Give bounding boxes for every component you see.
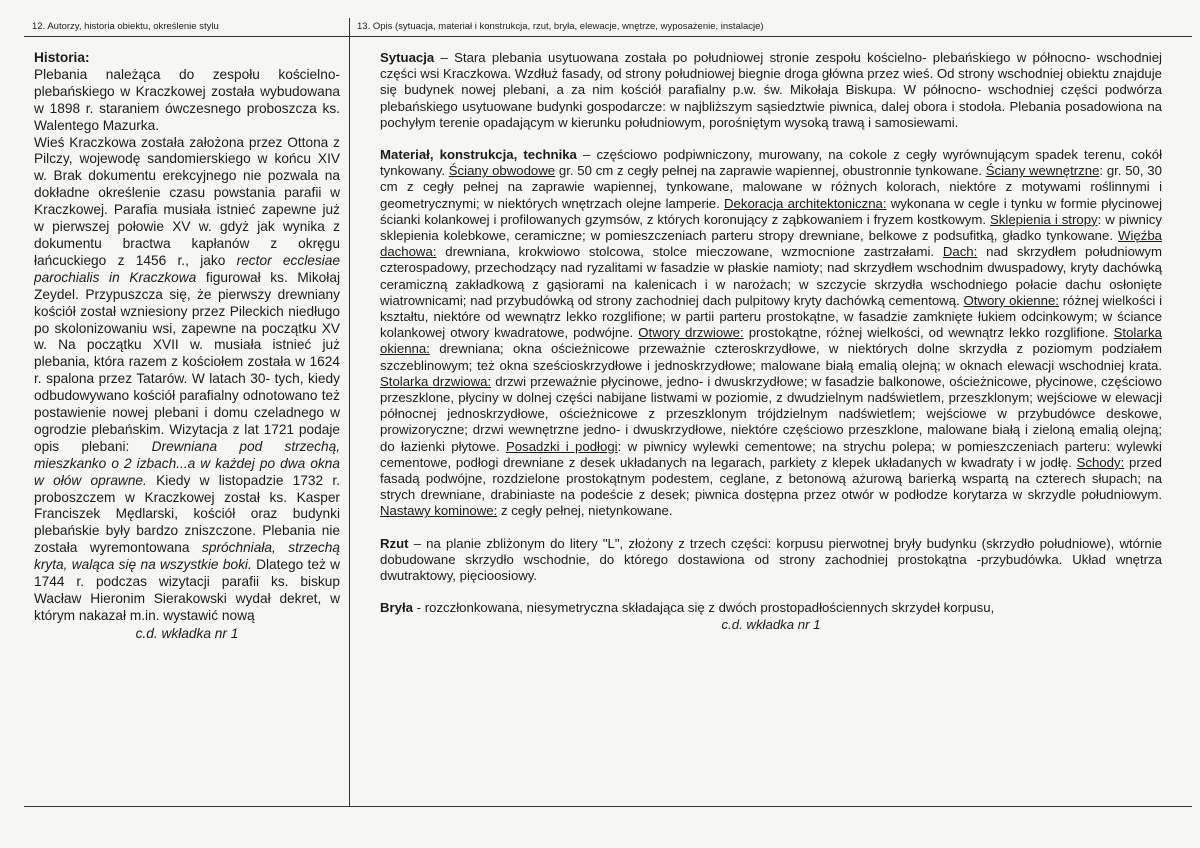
history-quote: rector ecclesiae parochialis in Kraczkowa xyxy=(34,252,340,285)
section-text: nad skrzydłem południowym czterospadowy, przechodzący nad ryzalitami w fasadzie w płaskie namioty; nad skrzydłem wschodnim dwuspadowy, kryty dachówką ceramiczną zakładkową z gąsiorami na kalenicach i w narożach; w szczycie skrzydła wschodniego połacie dachu osłonięte wiatrownicami; nad przybudówką od strony zachodniej dach pulpitowy kryty dachówką cementową. xyxy=(380,244,1162,308)
section-text: wykonana w cegle i tynku w formie płycinowej ścianki kolankowej i profilowanych gzymsów, z których koronujący z ząbkowaniem i fryzem kostkowym. xyxy=(380,195,1162,227)
subheading: Sklepienia i stropy xyxy=(990,211,1098,227)
section-sytuacja xyxy=(380,50,1162,131)
history-title: Historia: xyxy=(34,50,90,65)
section-text: drewniana, krokwiowo stolcowa, stolce mieczowane, wzmocnione zastrzałami. xyxy=(445,244,935,260)
subheading: Otwory drzwiowe: xyxy=(638,325,744,341)
subheading: Posadzki i podłogi xyxy=(505,438,618,454)
left-column-header: 12. Autorzy, historia obiektu, określenie stylu xyxy=(32,21,219,32)
bottom-rule xyxy=(24,806,1192,807)
section-text: - rozczłonkowana, niesymetryczna składająca się z dwóch prostopadłościennych skrzydeł korpusu, xyxy=(416,600,995,616)
continued-note-right: c.d. wkładka nr 1 xyxy=(721,616,821,632)
section-bryla xyxy=(380,600,1162,616)
history-text: Wieś Kraczkowa została założona przez Ottona z Pilczy, wojewodę sandomierskiego w końcu XIV w. Brak dokumentu erekcyjnego nie pozwala na dokładne określenie czasu powstania parafii w Kraczkowej. Parafia musiała istnieć zapewne już w pierwszej połowie XV w. gdyż jak wynika z dokumentu bractwa kapłanów z okręgu łańcuckiego z 1456 r., jako xyxy=(34,134,340,268)
subheading: Ściany wewnętrzne xyxy=(985,163,1100,179)
section-text: – częściowo podpiwniczony, murowany, na cokole z cegły wyrównującym spadek terenu, cokół tynkowany. xyxy=(380,147,1162,179)
top-rule xyxy=(24,36,1192,37)
history-quote: Drewniana pod strzechą, mieszkanko o 2 izbach...a w każdej po dwa okna w ołów oprawne. xyxy=(34,438,340,488)
subheading: Ściany obwodowe xyxy=(448,163,556,179)
section-text: : gr. 50, 30 cm z cegły pełnej na zaprawie wapiennej, tynkowane, malowane w różnych kolorach, niektóre z motywami roślinnymi i geometrycznymi; w niektórych wnętrzach olejne lamperie. xyxy=(380,163,1162,211)
section-text: gr. 50 cm z cegły pełnej na zaprawie wapiennej, obustronnie tynkowane. xyxy=(558,163,982,179)
section-text: z cegły pełnej, nietynkowane. xyxy=(500,503,673,519)
section-rzut xyxy=(380,536,1162,585)
subheading: Stolarka okienna: xyxy=(380,325,1162,357)
section-text: : w piwnicy wylewki cementowe; na strychu polepa; w pomieszczeniach parteru: wylewki cementowe, podłogi drewniane z desek układanych na legarach, parkiety z klepek układanych w kwadraty i w jodłę. xyxy=(380,438,1162,470)
history-column xyxy=(34,50,340,800)
section-text: – na planie zbliżonym do litery "L", złożony z trzech części: korpusu pierwotnej bryły budynku (skrzydło południowe), wtórnie dobudowane skrzydło wschodnie, do którego dostawiona od strony zachodniej prostokątna -przybudówka. Układ wnętrza dwutraktowy, pięcioosiowy. xyxy=(380,535,1162,584)
column-divider xyxy=(349,18,350,806)
history-paragraph-1: Plebania należąca do zespołu kościelno-plebańskiego w Kraczkowej została wybudowana w 1898 r. staraniem ówczesnego proboszcza ks. Walentego Mazurka. xyxy=(34,66,340,133)
subheading: Dekoracja architektoniczna: xyxy=(724,195,887,211)
continued-note-left: c.d. wkładka nr 1 xyxy=(135,625,239,641)
subheading: Schody: xyxy=(1076,454,1125,470)
section-text: różnej wielkości i kształtu, niektóre od wewnątrz lekko rozglifione; w partii parteru prostokątne, w fasadzie zamknięte łukiem odcinkowym; w ściance kolankowej otwory kwadratowe, podwójne. xyxy=(380,292,1162,341)
section-text: – Stara plebania usytuowana została po południowej stronie zespołu kościelno- plebańskiego w północno- wschodniej części wsi Kraczkowa. Wzdłuż fasady, od strony południowej biegnie droga główna przez wieś. Od strony wschodniej obiektu znajduje się budynek nowej plebani, a za nim kościół parafialny p.w. św. Mikołaja Biskupa. W północno- wschodniej części podwórza plebańskiego usytuowane budynki gospodarcze: w najbliższym sąsiedztwie piwnica, dalej obora i stodoła. Plebania posadowiona na pochyłym terenie opadającym w kierunku południowym, porośniętym wysoką trawą i samosiewami. xyxy=(380,50,1162,130)
history-text: Kiedy w listopadzie 1732 r. proboszczem w Kraczkowej został ks. Kasper Franciszek Mędlarski, kościół oraz budynki plebańskie były bardzo zniszczone. Plebania nie została wyremontowana xyxy=(34,472,340,556)
section-title: Rzut xyxy=(380,535,409,551)
right-column-header: 13. Opis (sytuacja, materiał i konstrukcja, rzut, bryła, elewacje, wnętrze, wyposażenie, instalacje) xyxy=(357,21,764,32)
section-title: Sytuacja xyxy=(380,50,435,65)
history-text: figurował ks. Mikołaj Zeydel. Przypuszcza się, że pierwszy drewniany kościół został wzniesiony przez Pileckich niedługo po skolonizowaniu wsi, zapewne na początku XV w. Na początku XVII w. musiała istnieć już plebania, która razem z kościołem została w 1624 r. spalona przez Tatarów. W latach 30- tych, kiedy odbudowywano kościół parafialny odnotowano też postawienie nowej plebani i domu czeladnego w ogrodzie plebańskim. Wizytacja z lat 1721 podaje opis plebani: xyxy=(34,269,340,454)
section-text: drzwi przeważnie płycinowe, jedno- i dwuskrzydłowe; w fasadzie balkonowe, ościeżnicowe, płycinowe, częściowo przeszklone, płyciny w dolnej części nabijane listwami w poziomie, z dwudzielnym nadświetlem, przeszklonym; wejściowe w elewacji północnej jednoskrzydłowe, ościeżnicowe z przeszklonym trójdzielnym nadświetlem; wejściowe w przybudówce deskowe, prowizoryczne; drzwi wewnętrzne jedno- i dwuskrzydłowe, niektóre częściowo przeszklone, malowane białą i zieloną emalią olejną; do łazienki płytowe. xyxy=(380,373,1162,454)
history-text: Dlatego też w 1744 r. podczas wizytacji parafii ks. biskup Wacław Hieronim Sierakowski wydał dekret, w którym nakazał m.in. wystawić nową xyxy=(34,557,340,623)
section-text: drewniana; okna ościeżnicowe przeważnie czteroskrzydłowe, w niektórych dolne skrzydła z poziomym podziałem szczeblinowym; też okna sześcioskrzydłowe i jednoskrzydłowe; malowane białą emalią olejną; w oknach elewacji wschodniej krata. xyxy=(380,341,1162,373)
section-title: Materiał, konstrukcja, technika xyxy=(380,147,577,163)
history-quote: spróchniała, strzechą kryta, waląca się na wszystkie boki. xyxy=(34,540,340,573)
section-text: przed fasadą podwójne, rozdzielone prostokątnym podestem, ceglane, z betonową ażurową barierką wspartą na czterech słupach; na strych drewniane, drabiniaste na podeście z desek; piwnica dostępna przez otwór w podłodze korytarza w skrzydle południowym. xyxy=(380,454,1162,503)
subheading: Więźba dachowa: xyxy=(380,228,1162,260)
description-column xyxy=(380,50,1162,800)
subheading: Stolarka drzwiowa: xyxy=(380,373,492,389)
subheading: Dach: xyxy=(942,244,978,260)
subheading: Nastawy kominowe: xyxy=(380,503,498,519)
section-title: Bryła xyxy=(380,600,413,616)
section-material xyxy=(380,147,1162,520)
section-text: prostokątne, różnej wielkości, od wewnątrz lekko rozglifione. xyxy=(748,325,1109,341)
subheading: Otwory okienne: xyxy=(963,292,1059,308)
history-paragraph-2 xyxy=(34,135,340,625)
section-text: : w piwnicy sklepienia kolebkowe, ceramiczne; w pomieszczeniach parteru stropy drewniane, belkowe z podsufitką, gładko tynkowane. xyxy=(380,211,1162,244)
